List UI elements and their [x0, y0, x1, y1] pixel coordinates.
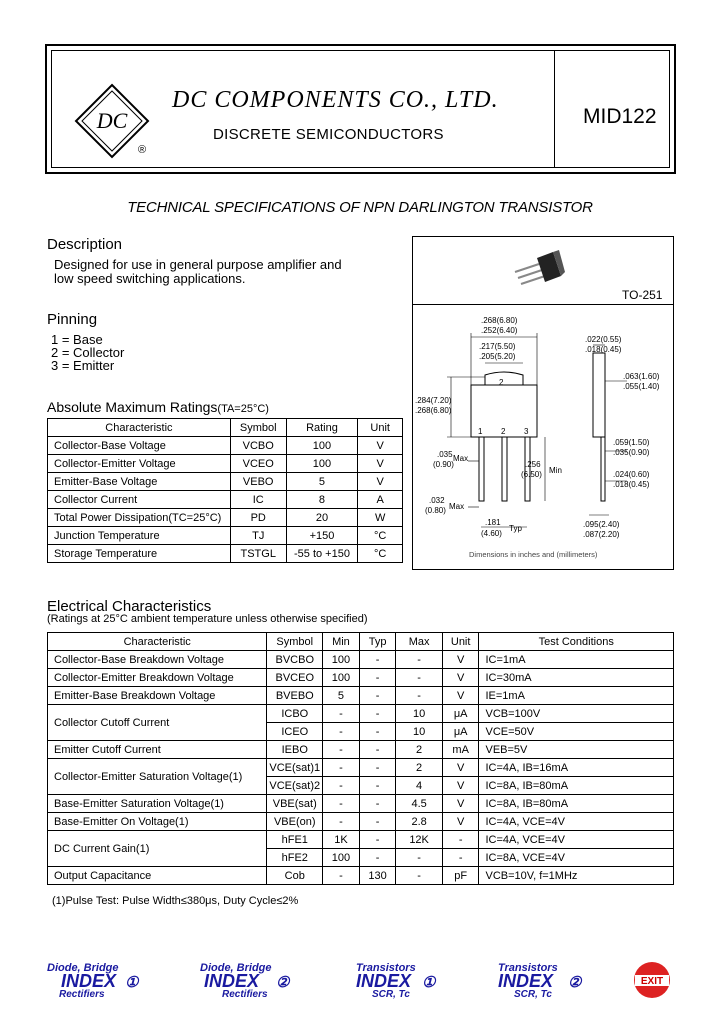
elec-max-cell: 10: [396, 723, 442, 741]
svg-text:.018(0.45): .018(0.45): [613, 480, 650, 489]
company-division: DISCRETE SEMICONDUCTORS: [213, 126, 444, 143]
elec-condition-cell: IC=8A, IB=80mA: [479, 795, 674, 813]
svg-text:1: 1: [478, 427, 483, 436]
abs-max-row: [48, 437, 403, 455]
elec-typ-cell: 130: [359, 867, 396, 885]
abs-max-cell: V: [358, 455, 403, 473]
elec-subheading: (Ratings at 25°C ambient temperature unless otherwise specified): [47, 613, 368, 625]
abs-max-header-cell: Characteristic: [48, 419, 231, 437]
pin-3: 3 = Emitter: [51, 358, 115, 373]
abs-max-cell: 5: [286, 473, 358, 491]
elec-max-cell: 4.5: [396, 795, 442, 813]
abs-max-cell: VEBO: [230, 473, 286, 491]
elec-symbol-cell: hFE2: [267, 849, 323, 867]
elec-min-cell: -: [323, 723, 360, 741]
svg-text:.032: .032: [429, 496, 445, 505]
package-drawing: [413, 305, 673, 569]
elec-min-cell: 1K: [323, 831, 360, 849]
abs-max-cell: °C: [358, 527, 403, 545]
svg-text:.024(0.60): .024(0.60): [613, 470, 650, 479]
description-line-2: low speed switching applications.: [54, 271, 246, 286]
abs-max-cell: Emitter-Base Voltage: [48, 473, 231, 491]
elec-header-cell: Typ: [359, 633, 396, 651]
abs-max-row: [48, 473, 403, 491]
elec-characteristic-cell: Base-Emitter Saturation Voltage(1): [48, 795, 267, 813]
elec-unit-cell: V: [442, 651, 479, 669]
elec-condition-cell: IE=1mA: [479, 687, 674, 705]
abs-max-cell: A: [358, 491, 403, 509]
header-inner-frame: [51, 50, 670, 168]
elec-typ-cell: -: [359, 687, 396, 705]
abs-max-cell: Storage Temperature: [48, 545, 231, 563]
elec-symbol-cell: VBE(on): [267, 813, 323, 831]
elec-unit-cell: μA: [442, 705, 479, 723]
svg-text:(0.80): (0.80): [425, 506, 446, 515]
elec-max-cell: 10: [396, 705, 442, 723]
elec-characteristic-cell: Collector-Base Breakdown Voltage: [48, 651, 267, 669]
elec-symbol-cell: hFE1: [267, 831, 323, 849]
elec-row: [48, 705, 674, 723]
elec-symbol-cell: Cob: [267, 867, 323, 885]
svg-text:.252(6.40): .252(6.40): [481, 326, 518, 335]
abs-max-cell: VCEO: [230, 455, 286, 473]
svg-text:Max: Max: [449, 502, 465, 511]
svg-text:3: 3: [524, 427, 529, 436]
abs-max-cell: Collector-Emitter Voltage: [48, 455, 231, 473]
elec-row: [48, 831, 674, 849]
elec-characteristic-cell: Collector Cutoff Current: [48, 705, 267, 741]
elec-row: [48, 651, 674, 669]
elec-condition-cell: VCB=100V: [479, 705, 674, 723]
elec-condition-cell: IC=4A, VCE=4V: [479, 813, 674, 831]
abs-max-row: [48, 527, 403, 545]
elec-characteristic-cell: Collector-Emitter Saturation Voltage(1): [48, 759, 267, 795]
abs-max-cell: Total Power Dissipation(TC=25°C): [48, 509, 231, 527]
elec-condition-cell: VCB=10V, f=1MHz: [479, 867, 674, 885]
abs-max-row: [48, 545, 403, 563]
elec-min-cell: -: [323, 813, 360, 831]
footer-logo-diode-index-1[interactable]: Diode, Bridge INDEX ① Rectifiers: [47, 962, 139, 1000]
svg-text:EXIT: EXIT: [640, 976, 664, 987]
header-frame: [45, 44, 676, 174]
elec-min-cell: -: [323, 795, 360, 813]
svg-text:.205(5.20): .205(5.20): [479, 352, 516, 361]
elec-header-cell: Min: [323, 633, 360, 651]
abs-max-cell: W: [358, 509, 403, 527]
footer-logo-transistor-index-1[interactable]: Transistors INDEX ① SCR, Tc: [356, 962, 436, 1000]
elec-max-cell: -: [396, 849, 442, 867]
abs-max-cell: VCBO: [230, 437, 286, 455]
svg-text:.063(1.60): .063(1.60): [623, 372, 660, 381]
abs-max-row: [48, 509, 403, 527]
elec-characteristic-cell: DC Current Gain(1): [48, 831, 267, 867]
elec-unit-cell: V: [442, 813, 479, 831]
svg-text:.095(2.40): .095(2.40): [583, 520, 620, 529]
pinning-heading: Pinning: [47, 311, 98, 328]
svg-text:.055(1.40): .055(1.40): [623, 382, 660, 391]
elec-min-cell: -: [323, 705, 360, 723]
registered-mark: ®: [137, 144, 147, 156]
abs-max-cell: +150: [286, 527, 358, 545]
elec-typ-cell: -: [359, 813, 396, 831]
svg-text:.256: .256: [525, 460, 541, 469]
elec-typ-cell: -: [359, 723, 396, 741]
abs-max-cell: TSTGL: [230, 545, 286, 563]
elec-symbol-cell: VCE(sat)1: [267, 759, 323, 777]
elec-footnote: (1)Pulse Test: Pulse Width≤380μs, Duty Cycle≤2%: [52, 895, 299, 907]
elec-header-cell: Symbol: [267, 633, 323, 651]
elec-characteristic-cell: Collector-Emitter Breakdown Voltage: [48, 669, 267, 687]
elec-max-cell: 12K: [396, 831, 442, 849]
elec-row: [48, 759, 674, 777]
svg-text:.018(0.45): .018(0.45): [585, 345, 622, 354]
elec-unit-cell: μA: [442, 723, 479, 741]
elec-typ-cell: -: [359, 759, 396, 777]
abs-max-table: [47, 418, 403, 563]
elec-unit-cell: V: [442, 669, 479, 687]
elec-min-cell: 5: [323, 687, 360, 705]
elec-unit-cell: V: [442, 777, 479, 795]
package-name: TO-251: [622, 288, 663, 302]
elec-min-cell: 100: [323, 651, 360, 669]
footer-logo-diode-index-2[interactable]: Diode, Bridge INDEX ② Rectifiers: [200, 962, 290, 1000]
elec-row: [48, 867, 674, 885]
elec-condition-cell: IC=4A, IB=16mA: [479, 759, 674, 777]
elec-condition-cell: VEB=5V: [479, 741, 674, 759]
abs-max-header-cell: Unit: [358, 419, 403, 437]
abs-max-cell: V: [358, 473, 403, 491]
abs-max-cell: °C: [358, 545, 403, 563]
elec-condition-cell: IC=4A, VCE=4V: [479, 831, 674, 849]
svg-text:Max: Max: [453, 454, 469, 463]
pin-2: 2 = Collector: [51, 345, 125, 360]
exit-icon: [632, 960, 672, 1000]
footer-logo-transistor-index-2[interactable]: Transistors INDEX ② SCR, Tc: [498, 962, 582, 1000]
elec-symbol-cell: BVEBO: [267, 687, 323, 705]
elec-typ-cell: -: [359, 831, 396, 849]
exit-button[interactable]: [632, 960, 672, 1000]
elec-typ-cell: -: [359, 849, 396, 867]
svg-text:Typ: Typ: [509, 524, 522, 533]
elec-symbol-cell: VBE(sat): [267, 795, 323, 813]
abs-max-header-cell: Symbol: [230, 419, 286, 437]
elec-unit-cell: mA: [442, 741, 479, 759]
elec-characteristic-cell: Emitter Cutoff Current: [48, 741, 267, 759]
svg-text:(6.50): (6.50): [521, 470, 542, 479]
abs-max-cell: 100: [286, 437, 358, 455]
elec-unit-cell: V: [442, 795, 479, 813]
elec-row: [48, 795, 674, 813]
abs-max-cell: Collector-Base Voltage: [48, 437, 231, 455]
elec-condition-cell: VCE=50V: [479, 723, 674, 741]
elec-max-cell: -: [396, 651, 442, 669]
svg-text:.022(0.55): .022(0.55): [585, 335, 622, 344]
elec-symbol-cell: IEBO: [267, 741, 323, 759]
elec-condition-cell: IC=8A, VCE=4V: [479, 849, 674, 867]
svg-text:Dimensions in inches and (mill: Dimensions in inches and (millimeters): [469, 550, 598, 559]
header-divider: [554, 51, 555, 167]
elec-typ-cell: -: [359, 795, 396, 813]
elec-min-cell: -: [323, 777, 360, 795]
elec-header-cell: Test Conditions: [479, 633, 674, 651]
abs-max-row: [48, 491, 403, 509]
package-photo: [505, 250, 565, 290]
svg-text:.268(6.80): .268(6.80): [415, 406, 452, 415]
elec-characteristic-cell: Output Capacitance: [48, 867, 267, 885]
elec-max-cell: 2: [396, 759, 442, 777]
abs-max-cell: V: [358, 437, 403, 455]
svg-text:DC: DC: [96, 108, 128, 133]
abs-max-heading: Absolute Maximum Ratings(TA=25°C): [47, 399, 269, 415]
abs-max-cell: PD: [230, 509, 286, 527]
company-name: DC COMPONENTS CO., LTD.: [172, 87, 499, 113]
elec-table: [47, 632, 674, 885]
elec-condition-cell: IC=1mA: [479, 651, 674, 669]
abs-max-cell: Junction Temperature: [48, 527, 231, 545]
elec-header-cell: Unit: [442, 633, 479, 651]
elec-max-cell: 4: [396, 777, 442, 795]
svg-text:2: 2: [499, 378, 504, 387]
abs-max-cell: 100: [286, 455, 358, 473]
svg-text:.035: .035: [437, 450, 453, 459]
abs-max-cell: 20: [286, 509, 358, 527]
abs-max-cell: -55 to +150: [286, 545, 358, 563]
elec-typ-cell: -: [359, 777, 396, 795]
elec-symbol-cell: VCE(sat)2: [267, 777, 323, 795]
description-heading: Description: [47, 236, 123, 253]
elec-min-cell: 100: [323, 669, 360, 687]
company-logo: [72, 81, 152, 161]
part-number: MID122: [583, 105, 657, 128]
elec-symbol-cell: BVCEO: [267, 669, 323, 687]
elec-characteristic-cell: Base-Emitter On Voltage(1): [48, 813, 267, 831]
svg-text:.059(1.50): .059(1.50): [613, 438, 650, 447]
elec-max-cell: 2: [396, 741, 442, 759]
elec-unit-cell: V: [442, 759, 479, 777]
elec-max-cell: -: [396, 669, 442, 687]
elec-row: [48, 813, 674, 831]
svg-text:(0.90): (0.90): [433, 460, 454, 469]
elec-row: [48, 669, 674, 687]
elec-typ-cell: -: [359, 705, 396, 723]
abs-max-row: [48, 455, 403, 473]
elec-typ-cell: -: [359, 669, 396, 687]
elec-min-cell: -: [323, 741, 360, 759]
elec-condition-cell: IC=30mA: [479, 669, 674, 687]
elec-symbol-cell: ICEO: [267, 723, 323, 741]
abs-max-cell: TJ: [230, 527, 286, 545]
svg-text:(4.60): (4.60): [481, 529, 502, 538]
elec-max-cell: -: [396, 687, 442, 705]
elec-unit-cell: pF: [442, 867, 479, 885]
pin-1: 1 = Base: [51, 332, 103, 347]
abs-max-header-cell: Rating: [286, 419, 358, 437]
svg-text:.181: .181: [485, 518, 501, 527]
elec-unit-cell: -: [442, 831, 479, 849]
svg-text:.035(0.90): .035(0.90): [613, 448, 650, 457]
elec-characteristic-cell: Emitter-Base Breakdown Voltage: [48, 687, 267, 705]
elec-symbol-cell: BVCBO: [267, 651, 323, 669]
elec-max-cell: 2.8: [396, 813, 442, 831]
elec-min-cell: 100: [323, 849, 360, 867]
document-title: TECHNICAL SPECIFICATIONS OF NPN DARLINGTON TRANSISTOR: [127, 199, 593, 216]
elec-row: [48, 741, 674, 759]
elec-unit-cell: -: [442, 849, 479, 867]
elec-heading: Electrical Characteristics: [47, 598, 212, 615]
svg-text:.268(6.80): .268(6.80): [481, 316, 518, 325]
elec-condition-cell: IC=8A, IB=80mA: [479, 777, 674, 795]
elec-typ-cell: -: [359, 651, 396, 669]
svg-text:.284(7.20): .284(7.20): [415, 396, 452, 405]
abs-max-cell: 8: [286, 491, 358, 509]
elec-symbol-cell: ICBO: [267, 705, 323, 723]
description-line-1: Designed for use in general purpose amplifier and: [54, 257, 342, 272]
svg-text:.087(2.20): .087(2.20): [583, 530, 620, 539]
elec-max-cell: -: [396, 867, 442, 885]
elec-typ-cell: -: [359, 741, 396, 759]
elec-min-cell: -: [323, 759, 360, 777]
elec-min-cell: -: [323, 867, 360, 885]
elec-header-cell: Characteristic: [48, 633, 267, 651]
elec-row: [48, 687, 674, 705]
svg-text:.217(5.50): .217(5.50): [479, 342, 516, 351]
abs-max-cell: IC: [230, 491, 286, 509]
abs-max-cell: Collector Current: [48, 491, 231, 509]
elec-unit-cell: V: [442, 687, 479, 705]
elec-header-cell: Max: [396, 633, 442, 651]
svg-text:Min: Min: [549, 466, 562, 475]
svg-text:2: 2: [501, 427, 506, 436]
